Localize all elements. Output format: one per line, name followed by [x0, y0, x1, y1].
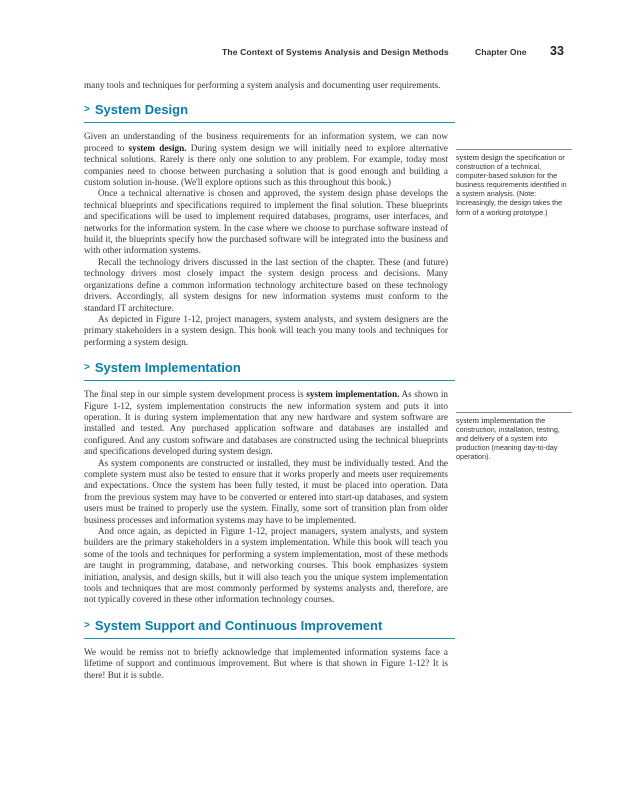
running-head: [222, 44, 580, 62]
section-heading-system-design: [84, 102, 448, 117]
section-heading-text: System Implementation: [94, 360, 241, 376]
margin-note-system-implementation: [456, 412, 572, 461]
key-term: system design.: [128, 142, 187, 153]
running-head-title: The Context of Systems Analysis and Design Methods: [222, 47, 449, 57]
body-paragraph: Once a technical alternative is chosen and approved, the system design phase develops the technical blueprints and specifications required to implement the final solution. These blueprints and specifications will be used to implement required databases, programs, user interfaces, and networks for the information system. In the case where we choose to purchase software instead of build it, the blueprints specify how the purchased software will be integrated into the business and with other information systems.: [84, 188, 448, 256]
section-heading-system-support: [84, 618, 448, 633]
main-text-column: [84, 80, 448, 681]
section-heading-text: System Design: [94, 102, 189, 118]
chevron-right-icon: >: [84, 362, 90, 374]
margin-note-term: system implementation: [456, 416, 534, 425]
chevron-right-icon: >: [84, 104, 90, 116]
section-rule: [84, 380, 455, 381]
body-paragraph: [84, 389, 448, 457]
body-paragraph: As depicted in Figure 1-12, project managers, system analysts, and system designers are the primary stakeholders in a system design. This book will teach you many tools and techniques for performing a system design.: [84, 313, 448, 347]
body-paragraph: Recall the technology drivers discussed in the last section of the chapter. These (and future) technology drivers most closely impact the system design process and decisions. Many organizations define a common information technology architecture based on these technology drivers. Accordingly, all system designs for new information systems must conform to the standard IT architecture.: [84, 256, 448, 313]
section-heading-system-implementation: [84, 360, 448, 375]
margin-note-definition: the construction, installation, testing, and delivery of a system into production (meaning day-to-day operation).: [456, 416, 560, 462]
intro-paragraph: many tools and techniques for performing a system analysis and documenting user requirements.: [84, 80, 441, 90]
section-heading-text: System Support and Continuous Improvement: [94, 617, 383, 633]
margin-note-system-design: [456, 149, 572, 217]
paragraph-text: As shown in Figure 1-12, system implementation constructs the new information system and puts it into operation. It is during system implementation that any new hardware and system software are installed and tested. Any purchased application software and databases are installed and configured. And any custom software and databases are constructed using the technical blueprints and specifications developed during system design.: [84, 389, 448, 457]
margin-note-term: system design: [456, 153, 503, 162]
paragraph-text: Given an understanding of the business requirements for an information system, we can now proceed to: [84, 131, 448, 153]
paragraph-text: During system design we will initially need to explore alternative technical solutions. Rarely is there only one solution to any problem. For example, today most companies need to choose between purchasing a solution that is good enough and building a custom solution in-house. (We'll explore options such as this throughout this book.): [84, 142, 448, 188]
page-number: 33: [550, 44, 564, 58]
section-rule: [84, 638, 455, 639]
key-term: system implementation.: [306, 389, 400, 400]
chevron-right-icon: >: [84, 619, 90, 631]
body-paragraph: We would be remiss not to briefly acknowledge that implemented information systems face a lifetime of support and continuous improvement. But where is that shown in Figure 1-12? It is there! But it is subtle.: [84, 646, 448, 680]
paragraph-text: The final step in our simple system development process is: [84, 389, 307, 400]
section-rule: [84, 122, 455, 123]
body-paragraph: As system components are constructed or installed, they must be individually tested. And the complete system must also be tested to ensure that it works properly and meets user requirements and expectations. Once the system has been fully tested, it must be placed into operation. Data from the previous system may have to be converted or entered into start-up databases, and system users must be trained to properly use the system. Finally, some sort of transition plan from older business processes and information systems may have to be implemented.: [84, 457, 448, 525]
running-head-chapter: Chapter One: [475, 47, 527, 57]
margin-note-definition: the specification or construction of a technical, computer-based solution for the business requirements identified in a system analysis. (Note: Increasingly, the design takes the form of a working prototype.): [456, 153, 567, 217]
body-paragraph: And once again, as depicted in Figure 1-12, project managers, system analysts, and system builders are the primary stakeholders in a system implementation. While this book will teach you some of the tools and techniques for performing a system implementation, most of these methods are taught in programming, database, and networking courses. This book emphasizes system initiation, analysis, and design skills, but it will also teach you the unique system implementation tools and techniques that are most commonly performed by systems analysts and, therefore, are not typically covered in these other information technology courses.: [84, 526, 448, 605]
body-paragraph: [84, 131, 448, 188]
